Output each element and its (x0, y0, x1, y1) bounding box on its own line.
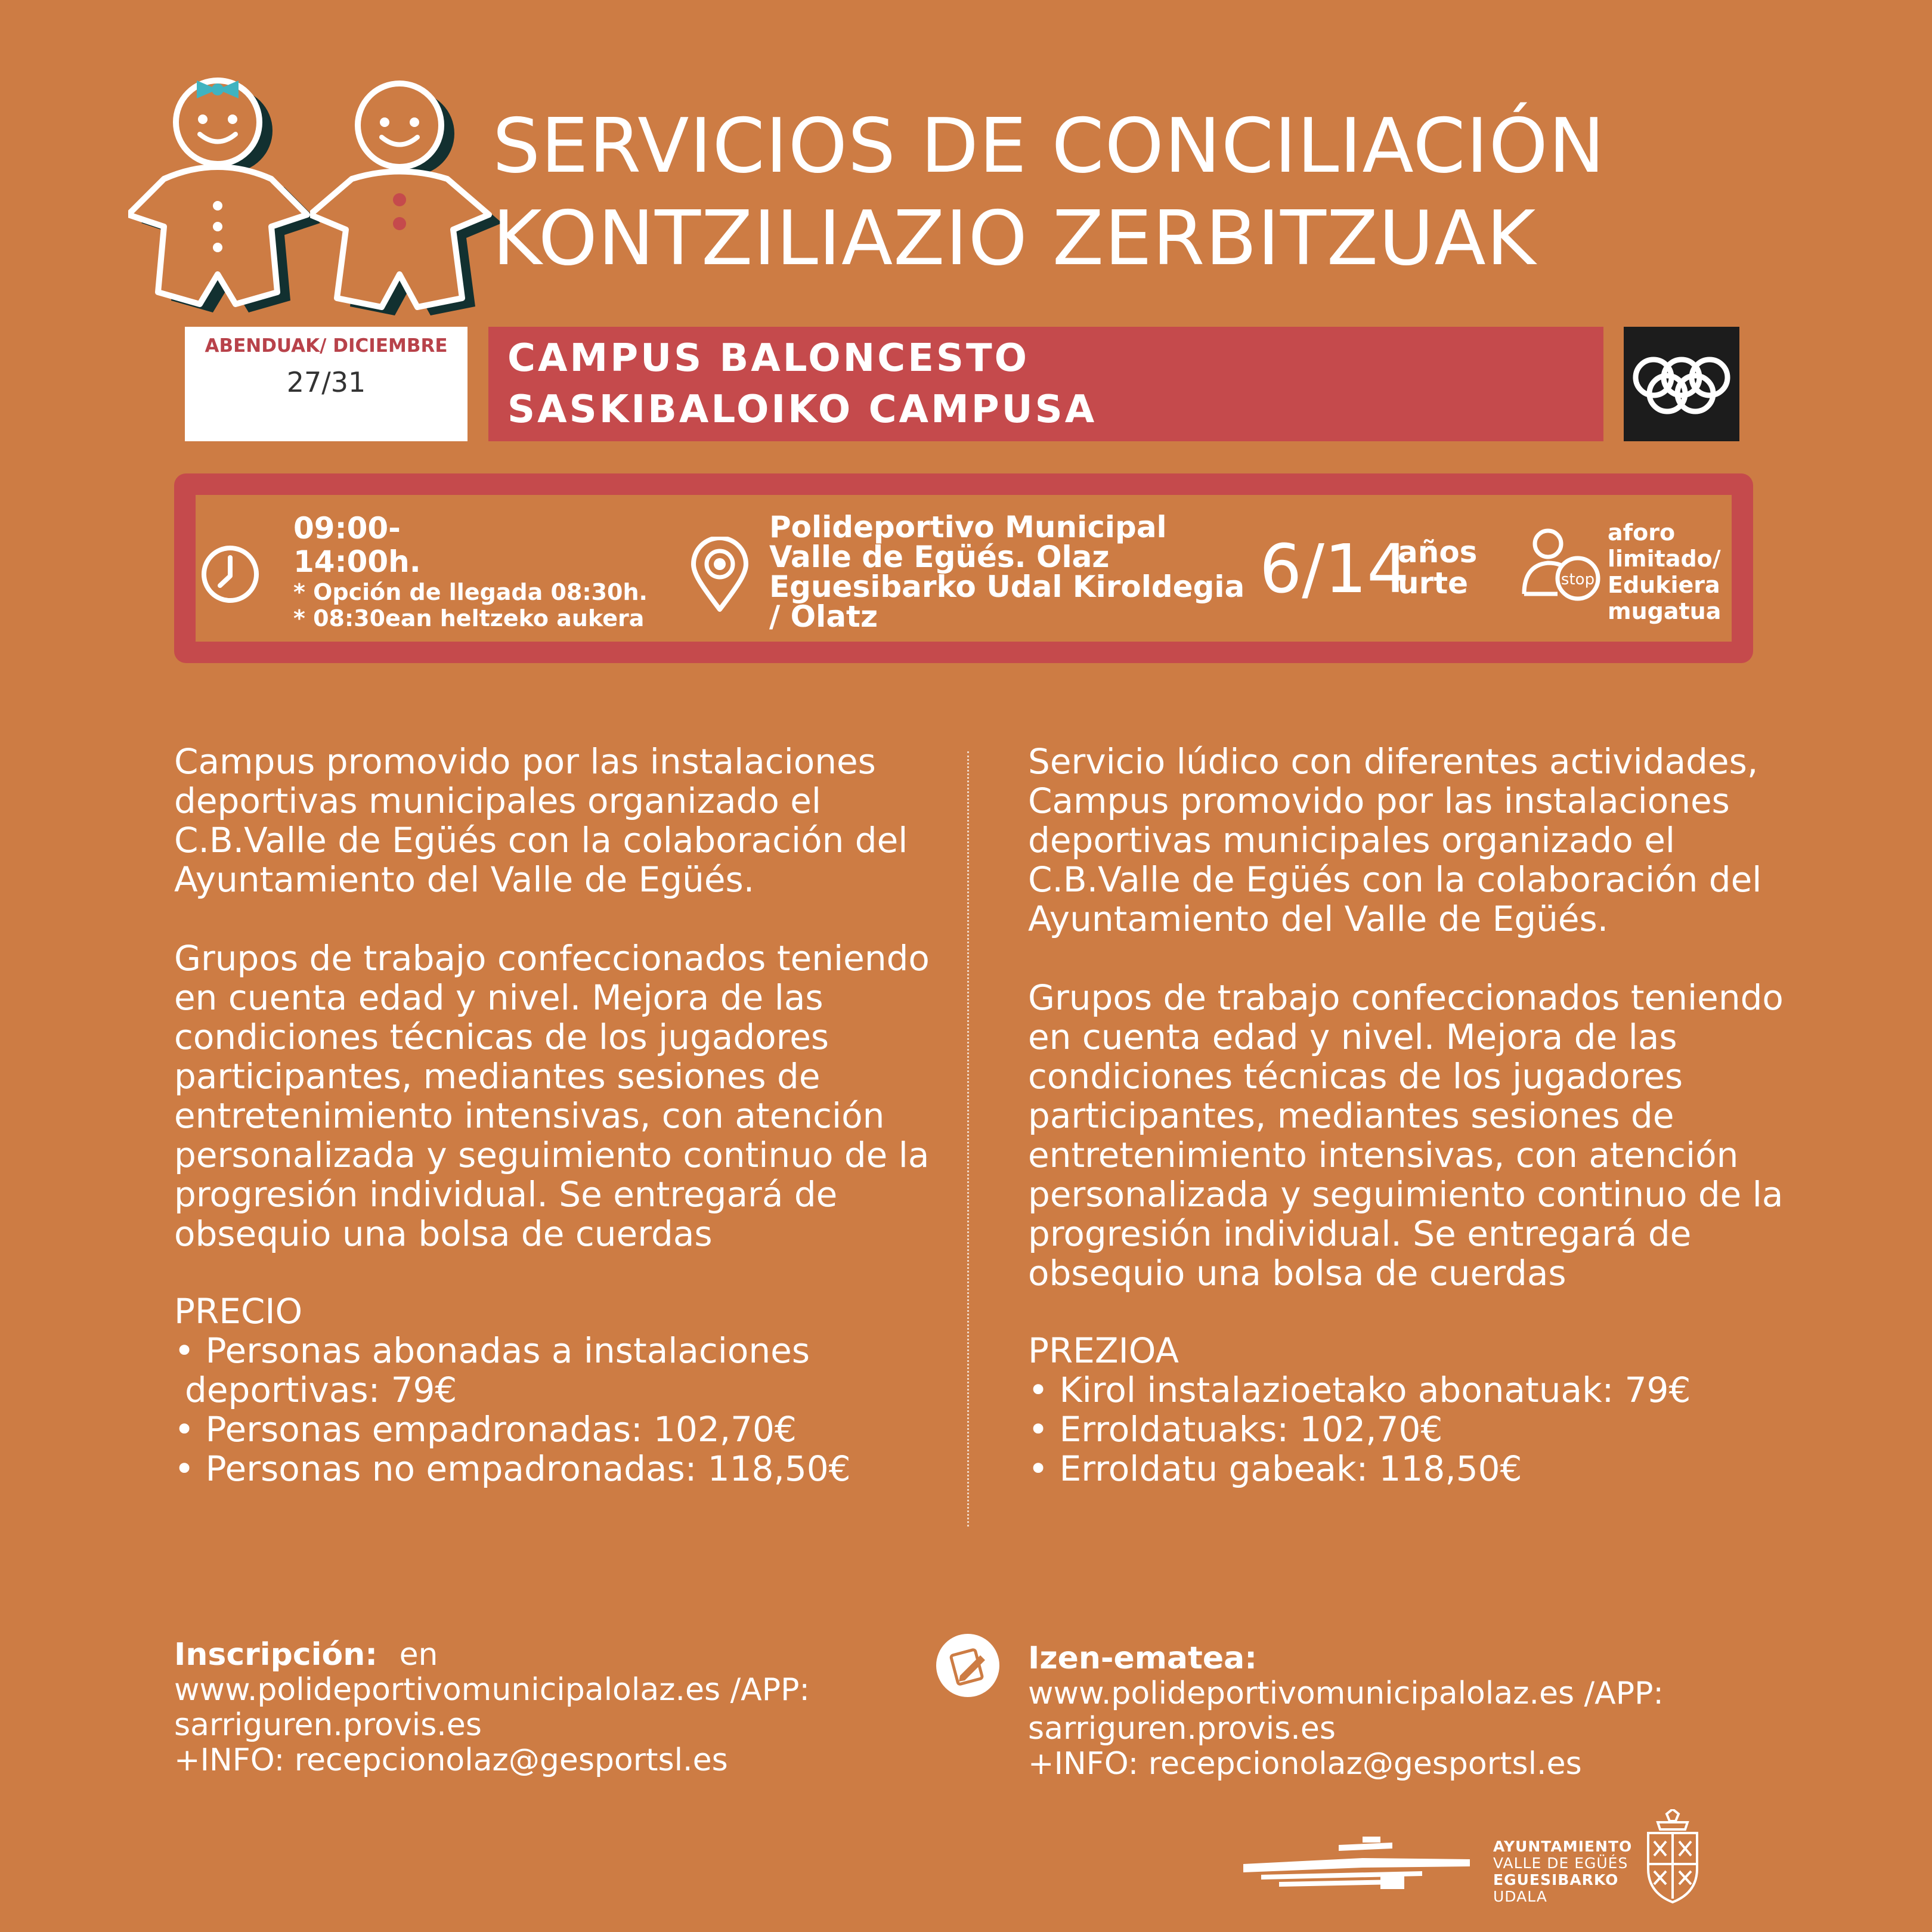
stop-sign-label: stop (1561, 571, 1595, 589)
limited-capacity-icon (1519, 524, 1603, 607)
registration-es-label-row (174, 1637, 438, 1673)
schedule-end: 14:00h. (293, 544, 421, 579)
left-price-item-2: • Personas empadronadas: 102,70€ (174, 1409, 797, 1450)
date-month-label: ABENDUAK/ DICIEMBRE (205, 335, 448, 357)
clock-icon (199, 543, 262, 606)
left-price-item-1: • Personas abonadas a instalaciones (174, 1330, 810, 1371)
right-price-item-1: • Kirol instalazioetako abonatuak: 79€ (1028, 1370, 1691, 1410)
pencil-note-icon (936, 1634, 999, 1697)
registration-es-label-suffix: en (399, 1637, 438, 1673)
page-title-es: SERVICIOS DE CONCILIACIÓN (493, 102, 1606, 190)
capacity-line-4: mugatua (1608, 598, 1722, 624)
right-price-item-2: • Erroldatuaks: 102,70€ (1028, 1409, 1443, 1450)
age-unit-es: años (1398, 535, 1478, 569)
registration-es-info[interactable]: +INFO: recepcionolaz@gesportsl.es (174, 1742, 728, 1778)
registration-es-label: Inscripción: (174, 1637, 378, 1673)
council-name-line-2: VALLE DE EGÜÉS (1493, 1854, 1628, 1872)
council-name-line-4: UDALA (1493, 1888, 1547, 1905)
location-line-1: Polideportivo Municipal (769, 510, 1167, 544)
capacity-line-1: aforo (1608, 519, 1676, 546)
building-logo-icon (1243, 1837, 1470, 1896)
council-name-line-1: AYUNTAMIENTO (1493, 1838, 1633, 1855)
gingerbread-boy-icon (310, 78, 507, 316)
location-line-4: / Olatz (769, 599, 878, 634)
location-line-2: Valle de Egüés. Olaz (769, 540, 1110, 574)
registration-eu-info[interactable]: +INFO: recepcionolaz@gesportsl.es (1028, 1746, 1582, 1782)
council-name-line-3: EGUESIBARKO (1493, 1871, 1619, 1888)
right-price-item-3: • Erroldatu gabeak: 118,50€ (1028, 1448, 1522, 1489)
left-price-title: PRECIO (174, 1291, 303, 1332)
registration-es-app[interactable]: sarriguren.provis.es (174, 1707, 482, 1743)
date-days: 27/31 (286, 366, 366, 398)
location-pin-icon (689, 537, 751, 614)
age-range: 6/14 (1259, 531, 1410, 608)
arrival-option-es: * Opción de llegada 08:30h. (293, 579, 648, 605)
olympic-rings-icon (1624, 327, 1739, 441)
right-description-2: Grupos de trabajo confeccionados teniendo en cuenta edad y nivel. Mejora de las condiciones técnicas de los jugadores participantes, mediantes sesiones de entretenimiento intensivas, con atención personalizada y seguimiento continuo de la progresión individual. Se entregará de obsequio una bolsa de cuerdas (1028, 977, 1784, 1293)
column-divider (967, 751, 969, 1527)
campus-title-bar (488, 327, 1603, 441)
capacity-line-2: limitado/ (1608, 546, 1721, 572)
capacity-line-3: Edukiera (1608, 572, 1720, 598)
arrival-option-eu: * 08:30ean heltzeko aukera (293, 605, 645, 631)
registration-eu-url[interactable]: www.polideportivomunicipalolaz.es /APP: (1028, 1676, 1664, 1711)
page-title-eu: KONTZILIAZIO ZERBITZUAK (493, 194, 1537, 282)
campus-title-es: CAMPUS BALONCESTO (507, 336, 1030, 380)
left-description-2: Grupos de trabajo confeccionados teniendo en cuenta edad y nivel. Mejora de las condiciones técnicas de los jugadores participantes, mediantes sesiones de entretenimiento intensivas, con atención personalizada y seguimiento continuo de la progresión individual. Se entregará de obsequio una bolsa de cuerdas (174, 938, 930, 1254)
gingerbread-girl-icon (128, 66, 325, 316)
right-description-1: Servicio lúdico con diferentes actividades, Campus promovido por las instalaciones deportivas municipales organizado el C.B.Valle de Egüés con la colaboración del Ayuntamiento del Valle de Egüés. (1028, 741, 1762, 939)
left-price-item-3: • Personas no empadronadas: 118,50€ (174, 1448, 851, 1489)
location-line-3: Eguesibarko Udal Kiroldegia (769, 569, 1245, 604)
right-price-title: PREZIOA (1028, 1330, 1179, 1371)
registration-eu-label: Izen-ematea: (1028, 1640, 1258, 1676)
coat-of-arms-icon (1640, 1809, 1705, 1905)
campus-title-eu: SASKIBALOIKO CAMPUSA (507, 388, 1097, 432)
age-unit-eu: urte (1398, 566, 1469, 600)
registration-eu-app[interactable]: sarriguren.provis.es (1028, 1711, 1336, 1747)
left-price-item-1-cont: deportivas: 79€ (185, 1370, 457, 1410)
left-description-1: Campus promovido por las instalaciones deportivas municipales organizado el C.B.Valle de Egüés con la colaboración del Ayuntamiento del Valle de Egüés. (174, 741, 908, 900)
date-box (185, 327, 467, 441)
schedule-start: 09:00- (293, 511, 401, 546)
registration-es-url[interactable]: www.polideportivomunicipalolaz.es /APP: (174, 1672, 810, 1708)
